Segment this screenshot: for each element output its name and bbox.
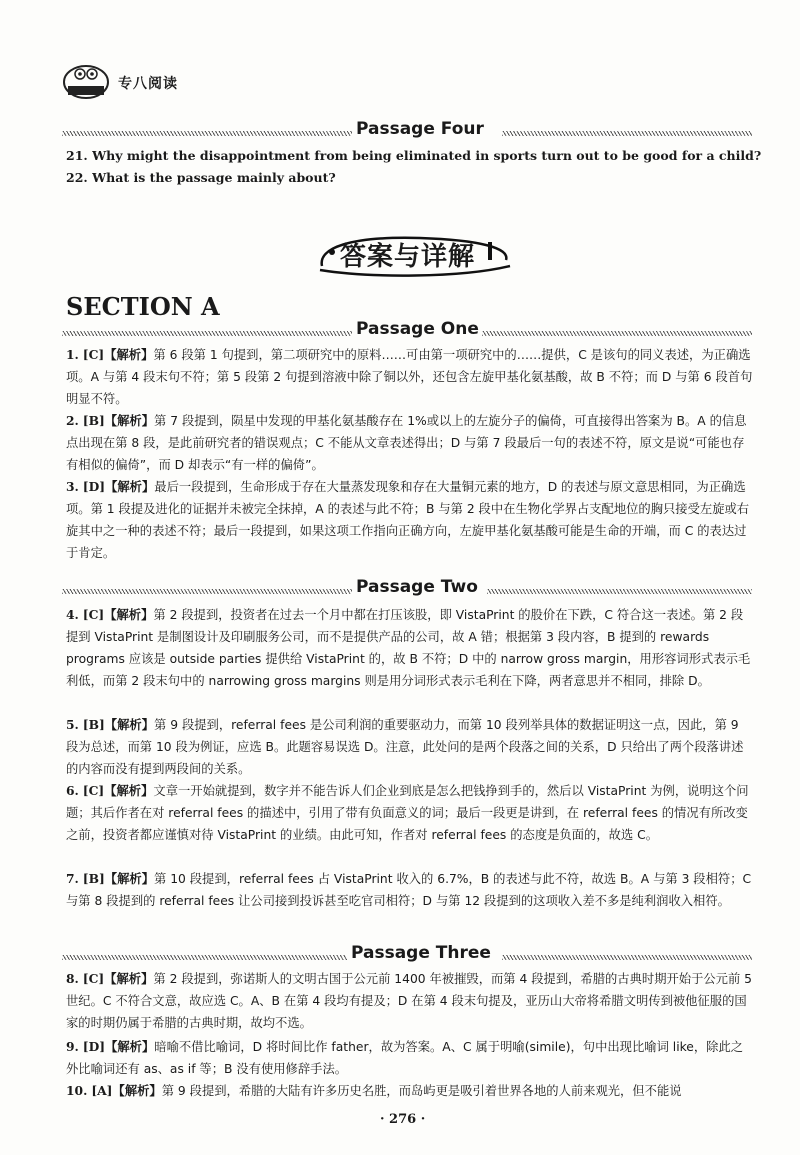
answer-3: 3. [D]【解析】最后一段提到，生命形成于存在大量蒸发现象和存在大量铜元素的地方，D 的表述与原文意思相同，为正确选项。第 1 段提及进化的证据并未被完全抹掉，A 的表述与此不符；B 与第 2 段中在生物化学界占支配地位的胸只接受左旋或右旋其中之一种的表述不符；最后一段提到，如果这项工作指向正确方向，左旋甲基化氨基酸可能是生命的开端，而 C 的表达过于肯定。 [66, 479, 750, 560]
answer-1: 1. [C]【解析】第 6 段第 1 句提到，第二项研究中的原料……可由第一项研究中的……提供，C 是该句的同义表述，为正确选项。A 与第 4 段末句不符；第 5 段第 2 句提到溶液中除了铜以外，还包含左旋甲基化氨基酸，故 B 不符；而 D 与第 6 段首句明显不符。 [66, 347, 753, 406]
answer-4: 4. [C]【解析】第 2 段提到，投资者在过去一个月中都在打压该股，即 VistaPrint 的股价在下跌，C 符合这一表述。第 2 段提到 VistaPrint 是制图设计及印刷服务公司，而不是提供产品的公司，故 A 错；根据第 3 段内容，B 提到的 rewards programs 应该是 outside parties 提供给 VistaPrint 的，故 B 不符；D 中的 narrow gross margin，用形容词形式表示毛利低，而第 2 段末句中的 narrowing gross margins 则是用分词形式表示毛利在下降，两者意思并不相同，排除 D。 [66, 607, 751, 688]
passage-four-header [62, 119, 752, 142]
answer-8: 8. [C]【解析】第 2 段提到，弥诺斯人的文明古国于公元前 1400 年被摧毁，而第 4 段提到，希腊的古典时期开始于公元前 5 世纪。C 不符合文意，故应选 C。A、B 在第 4 段均有提及；D 在第 4 段末句提及，亚历山大帝将希腊文明传到被他征服的国家的时期仍属于希腊的古典时期，故均不选。 [66, 971, 753, 1030]
book-series-title: 专八阅读 [118, 76, 178, 92]
passage-one-title: Passage One [352, 319, 483, 339]
answer-7: 7. [B]【解析】第 10 段提到，referral fees 占 VistaPrint 收入的 6.7%，B 的表述与此不符，故选 B。A 与第 3 段相符；C 与第 8 段提到的 referral fees 让公司接到投诉甚至吃官司相符；D 与第 12 段提到的这项收入差不多是纯利润收入相符。 [66, 871, 752, 908]
answer-2: 2. [B]【解析】第 7 段提到，陨星中发现的甲基化氨基酸存在 1%或以上的左旋分子的偏倚，可直接得出答案为 B。A 的信息点出现在第 8 段，是此前研究者的错误观点；C 不能从文章表述得出；D 与第 7 段最后一句的表述不符，原文是说“可能也存有相似的偏倚”，而 D 却表示“有一样的偏倚”。 [66, 413, 747, 472]
question-22: 22. What is the passage mainly about? [66, 170, 336, 185]
page-number: · 276 · [380, 1112, 426, 1127]
passage-three-title: Passage Three [347, 943, 495, 963]
publisher-logo [62, 60, 110, 100]
passage-two-title: Passage Two [352, 577, 482, 597]
question-21: 21. Why might the disappointment from being eliminated in sports turn out to be good for a child? [66, 148, 762, 163]
passage-four-title: Passage Four [352, 119, 488, 139]
answer-9: 9. [D]【解析】暗喻不借比喻词，D 将时间比作 father，故为答案。A、C 属于明喻(simile)，句中出现比喻词 like，除此之外比喻词还有 as、as if 等；B 没有使用修辞手法。 [66, 1039, 744, 1076]
answer-5: 5. [B]【解析】第 9 段提到，referral fees 是公司利润的重要驱动力，而第 10 段列举具体的数据证明这一点，因此，第 9 段为总述，而第 10 段为例证，应选 B。此题容易误选 D。注意，此处问的是两个段落之间的关系，D 只给出了两个段落讲述的内容而没有提到两段间的关系。 [66, 717, 744, 776]
answers-banner-title: 答案与详解 [340, 242, 476, 272]
passage-two-header [62, 577, 752, 600]
passage-one-header [62, 319, 752, 342]
answer-6: 6. [C]【解析】文章一开始就提到，数字并不能告诉人们企业到底是怎么把钱挣到手的，然后以 VistaPrint 为例，说明这个问题；其后作者在对 referral fees 的描述中，引用了带有负面意义的词；最后一段更是讲到，在 referral fees 的情况有所改变之前，投资者都应谨慎对待 VistaPrint 的业绩。由此可知，作者对 referral fees 的态度是负面的，故选 C。 [66, 783, 749, 842]
answer-10: 10. [A]【解析】第 9 段提到，希腊的大陆有许多历史名胜，而岛屿更是吸引着世界各地的人前来观光，但不能说 [66, 1083, 682, 1098]
section-heading: SECTION A [66, 292, 220, 321]
passage-three-header [62, 943, 752, 966]
